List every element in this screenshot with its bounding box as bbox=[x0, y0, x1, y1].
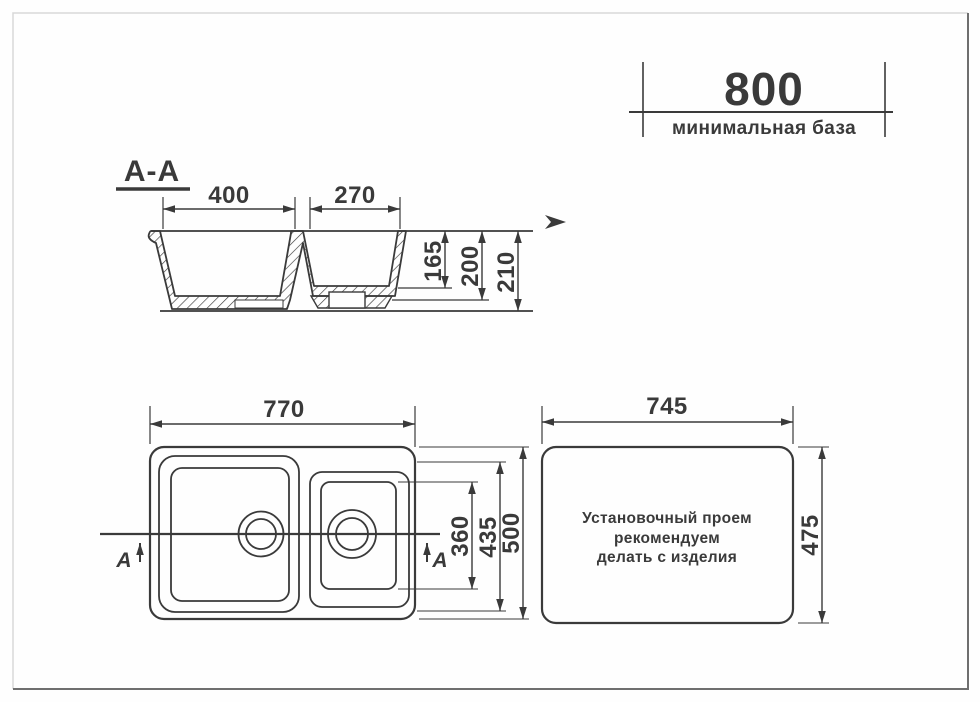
dim-475: 475 bbox=[797, 514, 824, 556]
dim-210: 210 bbox=[493, 251, 520, 293]
dim-500: 500 bbox=[498, 512, 525, 554]
view-direction-arrow-icon bbox=[545, 215, 566, 229]
dim-435: 435 bbox=[475, 516, 502, 558]
drain-outlet bbox=[329, 292, 365, 308]
dim-770: 770 bbox=[263, 396, 305, 423]
base-caption: минимальная база bbox=[671, 118, 857, 139]
dim-165: 165 bbox=[420, 240, 447, 282]
section-view bbox=[116, 155, 566, 311]
left-bowl-drain-recess bbox=[235, 300, 283, 308]
dim-270: 270 bbox=[334, 182, 376, 209]
cutout-note-line1: Установочный проем bbox=[582, 510, 752, 527]
page-border-top-left bbox=[13, 13, 968, 689]
cutout-note-line2: рекомендуем bbox=[614, 530, 720, 547]
base-value: 800 bbox=[724, 63, 804, 115]
installation-cutout bbox=[542, 393, 829, 623]
right-bowl-inner bbox=[321, 482, 396, 589]
page-border-bottom-right bbox=[13, 13, 968, 689]
dim-360: 360 bbox=[447, 515, 474, 557]
section-marker-right: A bbox=[432, 549, 448, 572]
minimal-base-dimension bbox=[629, 62, 893, 139]
page-border bbox=[13, 13, 968, 689]
dim-745: 745 bbox=[646, 393, 688, 420]
dim-400: 400 bbox=[208, 182, 250, 209]
dim-200: 200 bbox=[457, 245, 484, 287]
plan-view bbox=[100, 396, 529, 619]
section-title: A-A bbox=[123, 155, 181, 188]
cutout-note-line3: делать с изделия bbox=[596, 549, 738, 566]
section-marker-left: A bbox=[116, 549, 132, 572]
